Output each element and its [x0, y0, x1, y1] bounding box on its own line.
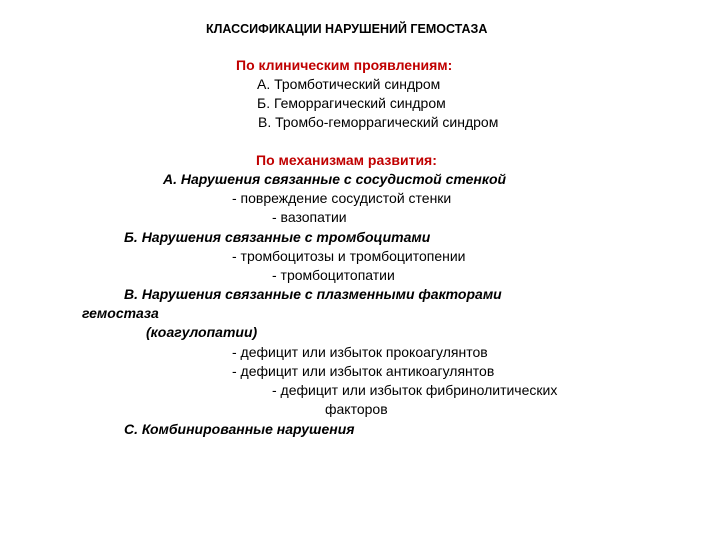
- mechanism-c-sub: - дефицит или избыток прокоагулянтов: [232, 344, 488, 360]
- clinical-item: Б. Геморрагический синдром: [257, 95, 446, 111]
- mechanism-a-sub: - повреждение сосудистой стенки: [232, 190, 452, 206]
- mechanism-heading: По механизмам развития:: [256, 152, 437, 168]
- page-title: КЛАССИФИКАЦИИ НАРУШЕНИЙ ГЕМОСТАЗА: [206, 22, 488, 36]
- mechanism-b-sub: - тромбоцитозы и тромбоцитопении: [232, 248, 466, 264]
- mechanism-b-sub: - тромбоцитопатии: [272, 267, 395, 283]
- mechanism-c-label: В. Нарушения связанные с плазменными факторами: [124, 286, 502, 302]
- mechanism-c-label-note: (коагулопатии): [146, 324, 258, 340]
- mechanism-c-sub-cont: факторов: [325, 401, 388, 417]
- mechanism-c-sub: - дефицит или избыток фибринолитических: [272, 382, 558, 398]
- clinical-heading: По клиническим проявлениям:: [236, 57, 453, 73]
- clinical-item: А. Тромботический синдром: [257, 76, 441, 92]
- mechanism-c-sub: - дефицит или избыток антикоагулянтов: [232, 363, 495, 379]
- mechanism-c-label-cont: гемостаза: [82, 305, 159, 321]
- mechanism-a-sub: - вазопатии: [272, 209, 347, 225]
- mechanism-b-label: Б. Нарушения связанные с тромбоцитами: [124, 229, 431, 245]
- mechanism-d-label: С. Комбинированные нарушения: [124, 421, 355, 437]
- mechanism-a-label: А. Нарушения связанные с сосудистой стенкой: [163, 171, 507, 187]
- clinical-item: В. Тромбо-геморрагический синдром: [258, 114, 499, 130]
